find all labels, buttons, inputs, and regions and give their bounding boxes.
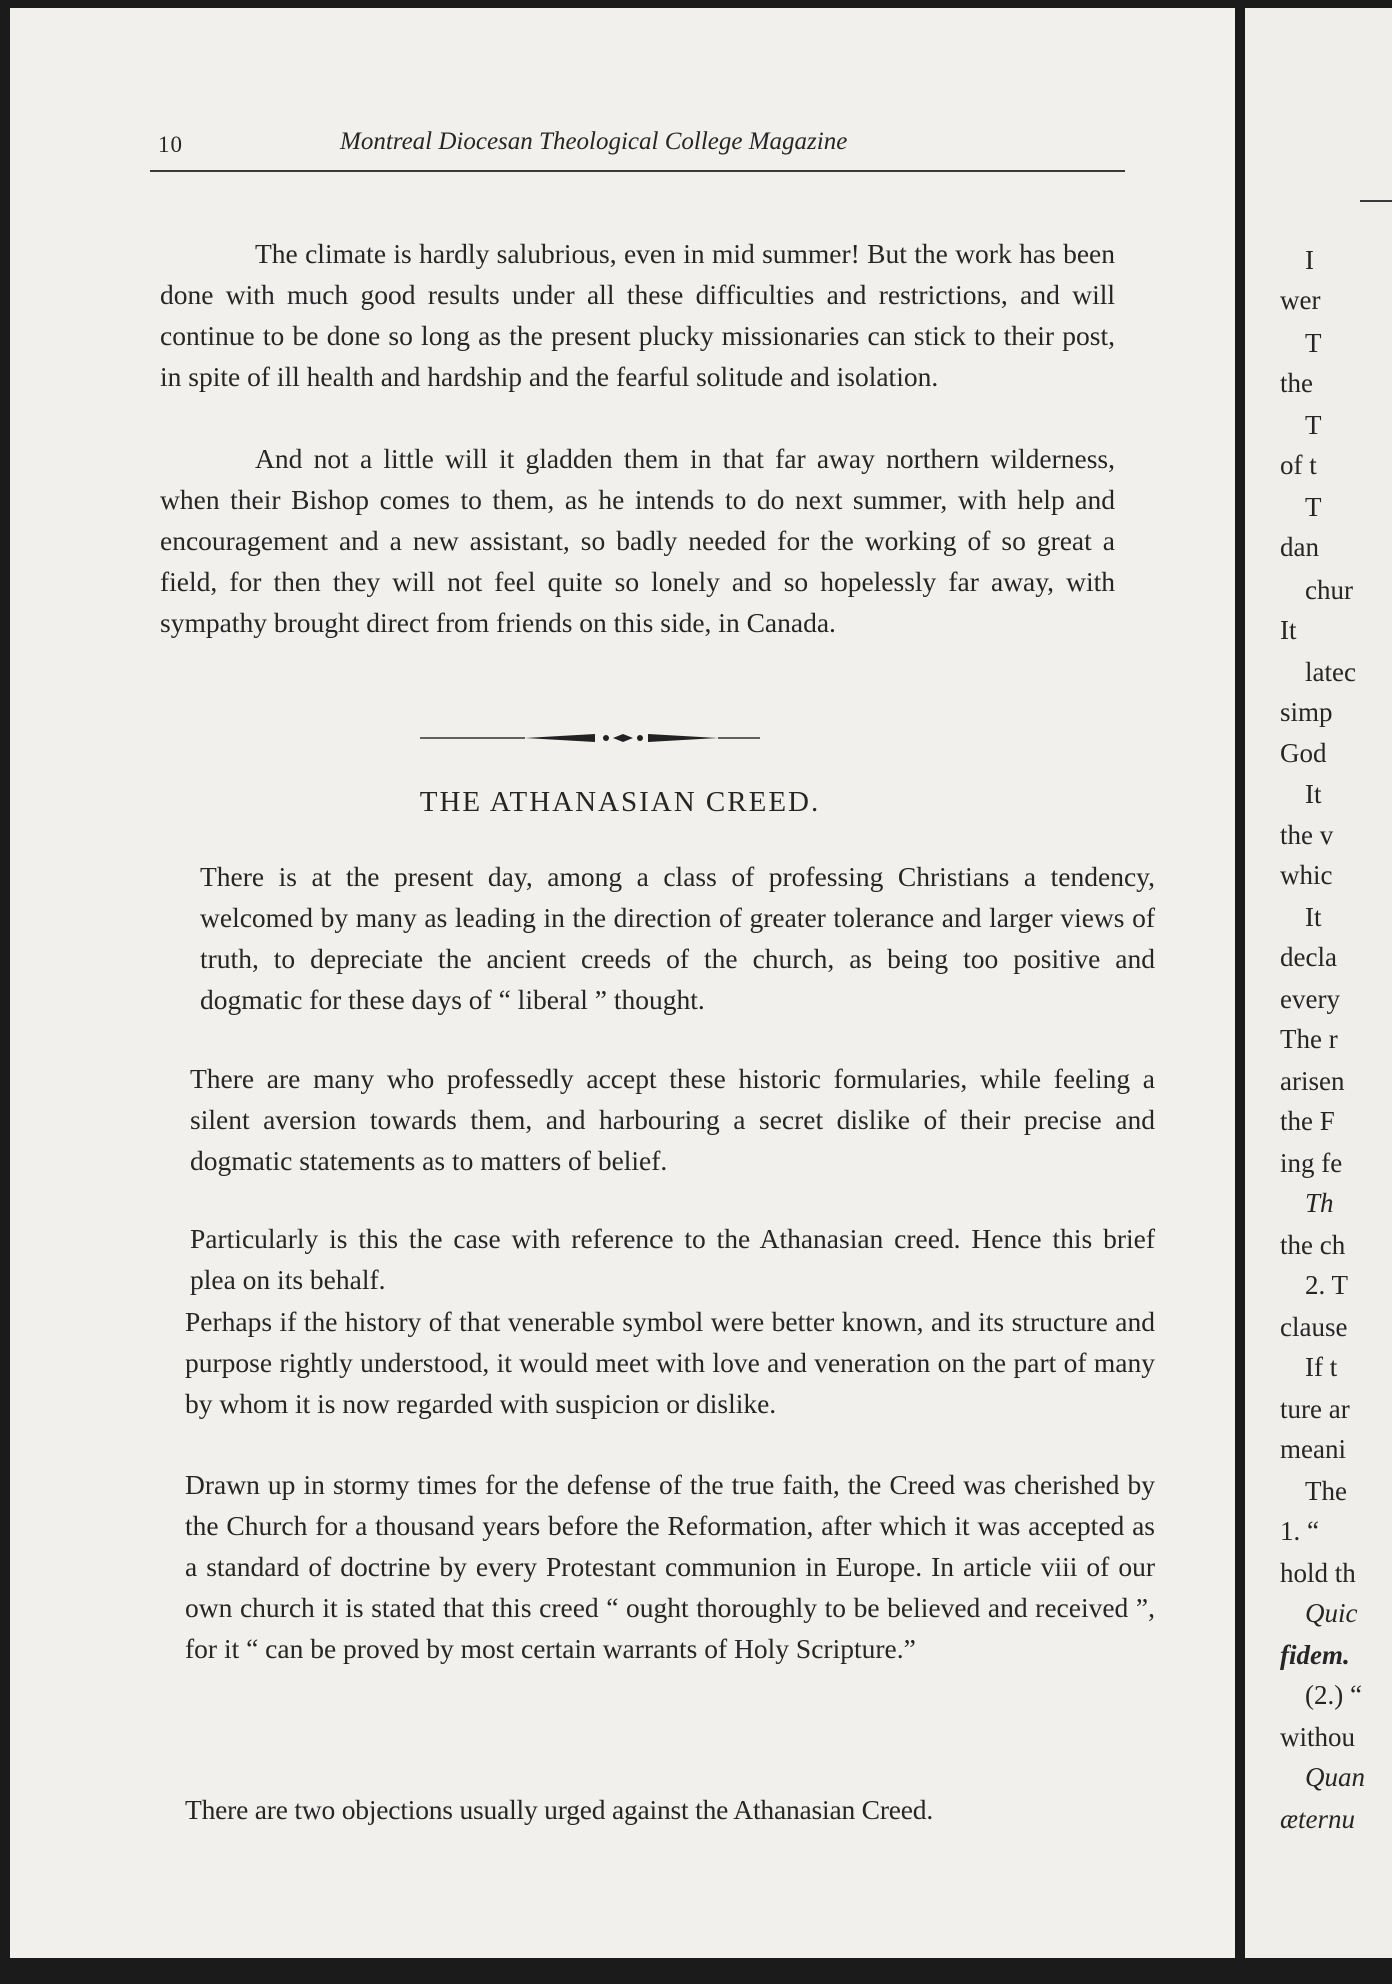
right-page-header-rule <box>1360 200 1392 202</box>
right-page-line: God <box>1280 738 1327 768</box>
right-page-line: 2. T <box>1305 1270 1349 1300</box>
right-page-line: the F <box>1280 1106 1335 1136</box>
right-page-line: simp <box>1280 697 1333 727</box>
paragraph-climate: The climate is hardly salubrious, even in mid summer! But the work has been done with much good results under all these difficulties and restrictions, and will continue to be done so long as the present plucky missionaries can stick to their post, in spite of ill health and hardship and the fearful solitude and isolation. <box>160 238 1115 392</box>
right-page-line: every <box>1280 984 1340 1014</box>
paragraph-tendency: There is at the present day, among a class of professing Christians a tendency, welcomed by many as leading in the direction of greater tolerance and larger views of truth, to depreciate the ancient creeds of the church, as being too positive and dogmatic for these days of “ liberal ” thought. <box>200 861 1155 1015</box>
page-number: 10 <box>158 132 183 157</box>
right-page-line: The r <box>1280 1024 1338 1054</box>
right-page-line: dan <box>1280 532 1319 562</box>
right-page-line: 1. “ <box>1280 1516 1319 1546</box>
right-page-line: fidem. <box>1280 1640 1350 1670</box>
journal-title: Montreal Diocesan Theological College Magazine <box>340 128 848 155</box>
right-page-line: Quan <box>1305 1762 1365 1792</box>
right-page-line: arisen <box>1280 1066 1345 1096</box>
paragraph-objections: There are two objections usually urged against the Athanasian Creed. <box>185 1794 934 1825</box>
right-page-line: latec <box>1305 657 1356 687</box>
right-page-line: (2.) “ <box>1305 1680 1362 1710</box>
right-page-line: the <box>1280 368 1313 398</box>
right-page-line: T <box>1305 410 1322 440</box>
right-page-line: whic <box>1280 860 1333 890</box>
right-page-line: If t <box>1305 1352 1338 1382</box>
ornament-divider <box>420 728 760 748</box>
right-page-line: T <box>1305 328 1322 358</box>
right-page-line: The <box>1305 1476 1347 1506</box>
right-page-line: withou <box>1280 1722 1356 1752</box>
paragraph-history: Perhaps if the history of that venerable symbol were better known, and its structure and purpose rightly understood, it would meet with love and veneration on the part of many by whom it is now regarded with suspicion or dislike. <box>185 1306 1155 1419</box>
right-page-line: æternu <box>1280 1804 1356 1834</box>
right-page-line: It <box>1280 615 1297 645</box>
right-page-line: of t <box>1280 450 1317 480</box>
right-page-line: It <box>1305 779 1322 809</box>
right-page-fragment <box>1245 8 1392 1958</box>
paragraph-stormy-times: Drawn up in stormy times for the defense of the true faith, the Creed was cherished by the Church for a thousand years before the Reformation, after which it was accepted as a standard of doctrine by every Protestant communion in Europe. In article viii of our own church it is stated that this creed “ ought thoroughly to be believed and received ”, for it “ can be proved by most certain warrants of Holy Scripture.” <box>185 1469 1155 1664</box>
header-rule <box>150 170 1125 172</box>
right-page-line: chur <box>1305 575 1353 605</box>
right-page-line: I <box>1305 245 1314 275</box>
right-page-line: ing fe <box>1280 1148 1343 1178</box>
running-head <box>150 126 1125 170</box>
right-page-line: decla <box>1280 942 1337 972</box>
right-page-line: wer <box>1280 285 1321 315</box>
right-page-line: hold th <box>1280 1558 1356 1588</box>
right-page-line: the v <box>1280 820 1334 850</box>
left-page <box>10 8 1235 1958</box>
right-page-line: Quic <box>1305 1598 1358 1628</box>
right-page-line: meani <box>1280 1434 1346 1464</box>
right-page-line: clause <box>1280 1312 1348 1342</box>
right-page-line: ture ar <box>1280 1394 1350 1424</box>
paragraph-bishop-visit: And not a little will it gladden them in that far away northern wilderness, when their Bishop comes to them, as he intends to do next summer, with help and encouragement and a new assistant, so badly needed for the working of so great a field, for then they will not feel quite so lonely and so hopelessly far away, with sympathy brought direct from friends on this side, in Canada. <box>160 443 1115 638</box>
paragraph-athanasian-case: Particularly is this the case with reference to the Athanasian creed. Hence this brief plea on its behalf. <box>190 1223 1155 1295</box>
right-page-line: the ch <box>1280 1230 1346 1260</box>
right-page-line: T <box>1305 492 1322 522</box>
section-title: THE ATHANASIAN CREED. <box>419 786 821 818</box>
right-page-line: Th <box>1305 1188 1334 1218</box>
paragraph-aversion: There are many who professedly accept these historic formularies, while feeling a silent aversion towards them, and harbouring a secret dislike of their precise and dogmatic statements as to matters of belief. <box>190 1063 1155 1176</box>
right-page-line: It <box>1305 902 1322 932</box>
